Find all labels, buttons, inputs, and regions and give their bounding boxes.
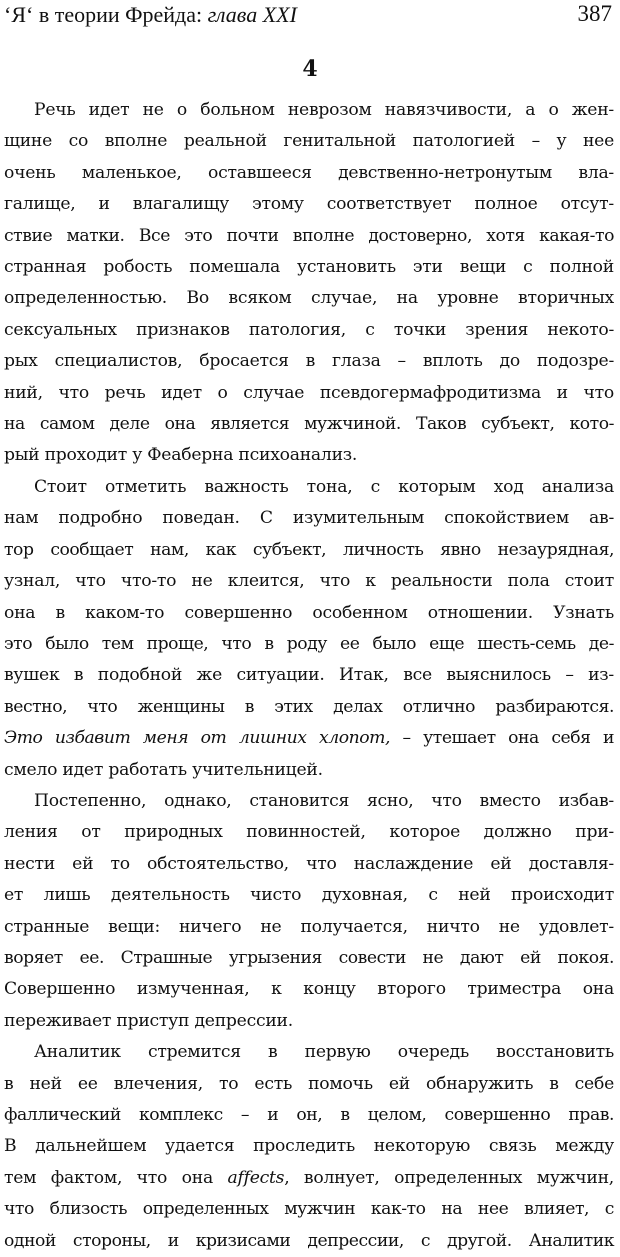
text-line: Стоит отметить важность тона, с которым ход анализа: [34, 476, 614, 497]
text-line: воряет ее. Страшные угрызения совести не дают ей покоя.: [4, 947, 614, 968]
page-number: 387: [577, 1, 612, 26]
text-line: тор сообщает нам, как субъект, личность явно незаурядная,: [4, 539, 614, 560]
running-head: [4, 2, 297, 28]
body-text: [4, 95, 614, 1257]
text-fragment: тем фактом, что она: [4, 1167, 228, 1188]
text-line: вушек в подобной же ситуации. Итак, все выяснилось – из-: [4, 665, 614, 686]
text-line: Речь идет не о больном неврозом навязчивости, а о жен-: [34, 100, 614, 120]
text-line: рый проходит у Феаберна психоанализ.: [4, 445, 358, 466]
paragraph-4: [4, 1037, 614, 1257]
italic-quote: Это избавит меня от лишних хлопот,: [4, 728, 391, 749]
text-line: определенностью. Во всяком случае, на уровне вторичных: [4, 288, 614, 309]
italic-term: affects: [227, 1167, 285, 1188]
text-line: она в каком-то совершенно особенном отношении. Узнать: [4, 602, 614, 623]
text-line: смело идет работать учительницей.: [4, 759, 323, 780]
text-line: Постепенно, однако, становится ясно, что вместо избав-: [34, 790, 614, 811]
text-line: ет лишь деятельность чисто духовная, с ней происходит: [4, 885, 614, 906]
text-line: на самом деле она является мужчиной. Таков субъект, кото-: [4, 414, 614, 435]
text-line: очень маленькое, оставшееся девственно-нетронутым вла-: [4, 162, 614, 183]
text-line: ний, что речь идет о случае псевдогермафродитизма и что: [4, 382, 614, 403]
text-line: щине со вполне реальной генитальной патологией – у нее: [4, 131, 614, 152]
paragraph-3: [4, 786, 614, 1037]
text-line: узнал, что что-то не клеится, что к реальности пола стоит: [4, 571, 614, 592]
text-line: рых специалистов, бросается в глаза – вплоть до подозре-: [4, 351, 614, 372]
text-line: ления от природных повинностей, которое должно при-: [4, 822, 614, 843]
text-line: Совершенно измученная, к концу второго триместра она: [4, 979, 614, 1000]
text-line: [4, 1163, 614, 1194]
text-line: нести ей то обстоятельство, что наслаждение ей доставля-: [4, 853, 614, 874]
text-line: странная робость помешала установить эти вещи с полной: [4, 257, 614, 278]
text-line: странные вещи: ничего не получается, ничто не удовлет-: [4, 916, 614, 937]
text-line: галище, и влагалищу этому соответствует полное отсут-: [4, 194, 614, 215]
text-line: фаллический комплекс – и он, в целом, совершенно прав.: [4, 1105, 614, 1125]
text-fragment: – утешает она себя и: [390, 728, 614, 749]
text-line: что близость определенных мужчин как-то на нее влияет, с: [4, 1199, 614, 1220]
text-line: в ней ее влечения, то есть помочь ей обнаружить в себе: [4, 1073, 614, 1094]
paragraph-1: [4, 95, 614, 472]
text-line: ствие матки. Все это почти вполне достоверно, хотя какая-то: [4, 225, 614, 246]
section-number: 4: [302, 56, 318, 82]
text-line: [4, 723, 614, 754]
text-fragment: , волнует, определенных мужчин,: [284, 1167, 614, 1188]
text-line: Аналитик стремится в первую очередь восстановить: [34, 1042, 614, 1063]
text-line: вестно, что женщины в этих делах отлично разбираются.: [4, 696, 614, 717]
running-head-title: ‘Я‘ в теории Фрейда:: [4, 2, 208, 27]
text-line: нам подробно поведан. С изумительным спокойствием ав-: [4, 508, 614, 529]
text-line: сексуальных признаков патология, с точки зрения некото-: [4, 319, 614, 340]
paragraph-2: [4, 472, 614, 786]
text-line: это было тем проще, что в роду ее было еще шесть-семь де-: [4, 633, 614, 654]
text-line: В дальнейшем удается проследить некоторую связь между: [4, 1136, 614, 1157]
running-head-chapter: глава XXI: [207, 2, 297, 27]
text-line: переживает приступ депрессии.: [4, 1010, 293, 1031]
text-line: одной стороны, и кризисами депрессии, с другой. Аналитик: [4, 1230, 614, 1251]
